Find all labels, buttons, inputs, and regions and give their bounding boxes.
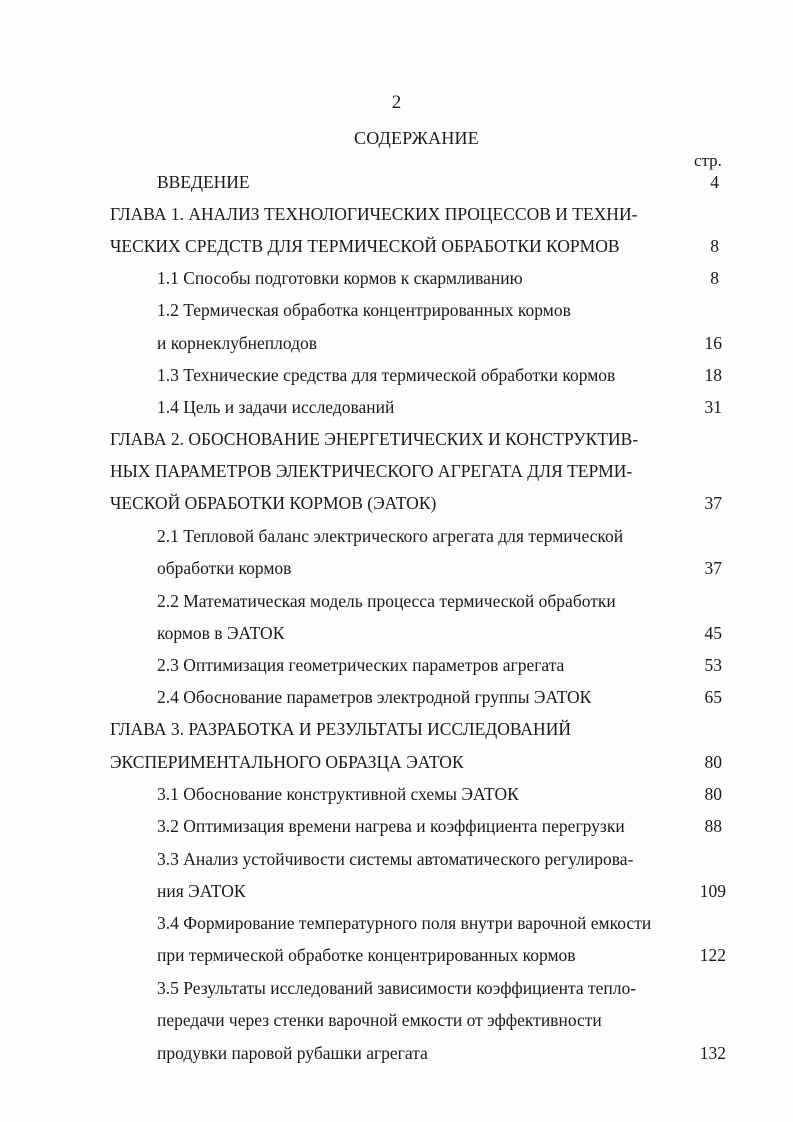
toc-section-3-2: 3.2 Оптимизация времени нагрева и коэффициента перегрузки xyxy=(157,816,625,836)
toc-section-2-1-line-1: 2.1 Тепловой баланс электрического агрегата для термической xyxy=(157,526,624,546)
toc-page-section-3-2: 88 xyxy=(704,816,722,836)
toc-page-intro: 4 xyxy=(710,172,719,192)
toc-section-2-3: 2.3 Оптимизация геометрических параметров агрегата xyxy=(157,655,565,675)
toc-chapter-2-line-3: ЧЕСКОЙ ОБРАБОТКИ КОРМОВ (ЭАТОК) xyxy=(110,493,437,513)
toc-page-section-3-3: 109 xyxy=(699,881,726,901)
toc-section-3-3-line-1: 3.3 Анализ устойчивости системы автоматического регулирова- xyxy=(157,849,634,869)
toc-section-3-4-line-1: 3.4 Формирование температурного поля внутри варочной емкости xyxy=(157,913,652,933)
toc-section-3-1: 3.1 Обоснование конструктивной схемы ЭАТОК xyxy=(157,784,519,804)
toc-section-3-5-line-1: 3.5 Результаты исследований зависимости коэффициента тепло- xyxy=(157,978,637,998)
toc-section-1-2-line-1: 1.2 Термическая обработка концентрированных кормов xyxy=(157,300,571,320)
page-number: 2 xyxy=(391,92,402,113)
toc-page-section-3-1: 80 xyxy=(704,784,722,804)
toc-section-2-1-line-2: обработки кормов xyxy=(157,558,292,578)
toc-section-3-5-line-3: продувки паровой рубашки агрегата xyxy=(157,1043,428,1063)
toc-section-2-4: 2.4 Обоснование параметров электродной группы ЭАТОК xyxy=(157,687,592,707)
toc-chapter-2-line-2: НЫХ ПАРАМЕТРОВ ЭЛЕКТРИЧЕСКОГО АГРЕГАТА ДЛЯ ТЕРМИ- xyxy=(110,461,633,481)
toc-section-1-3: 1.3 Технические средства для термической обработки кормов xyxy=(157,365,616,385)
toc-page-section-1-2: 16 xyxy=(704,333,722,353)
toc-page-chapter-3: 80 xyxy=(704,752,722,772)
toc-page-section-1-1: 8 xyxy=(710,268,719,288)
toc-chapter-1-line-2: ЧЕСКИХ СРЕДСТВ ДЛЯ ТЕРМИЧЕСКОЙ ОБРАБОТКИ КОРМОВ xyxy=(110,236,620,256)
page-title: СОДЕРЖАНИЕ xyxy=(354,128,479,148)
toc-page-section-3-5: 132 xyxy=(699,1043,726,1063)
toc-section-2-2-line-1: 2.2 Математическая модель процесса термической обработки xyxy=(157,591,616,611)
toc-chapter-3-line-1: ГЛАВА 3. РАЗРАБОТКА И РЕЗУЛЬТАТЫ ИССЛЕДОВАНИЙ xyxy=(110,719,571,739)
toc-page-chapter-1: 8 xyxy=(710,236,719,256)
pages-column-label: стр. xyxy=(694,151,722,170)
toc-entry-intro: ВВЕДЕНИЕ xyxy=(157,172,250,192)
toc-section-1-2-line-2: и корнеклубнеплодов xyxy=(157,333,318,353)
toc-section-3-5-line-2: передачи через стенки варочной емкости от эффективности xyxy=(157,1010,602,1030)
toc-page-section-2-3: 53 xyxy=(704,655,722,675)
toc-page-section-3-4: 122 xyxy=(699,945,726,965)
toc-chapter-2-line-1: ГЛАВА 2. ОБОСНОВАНИЕ ЭНЕРГЕТИЧЕСКИХ И КОНСТРУКТИВ- xyxy=(110,429,639,449)
toc-page-chapter-2: 37 xyxy=(704,493,722,513)
toc-section-1-4: 1.4 Цель и задачи исследований xyxy=(157,397,395,417)
toc-chapter-1-line-1: ГЛАВА 1. АНАЛИЗ ТЕХНОЛОГИЧЕСКИХ ПРОЦЕССОВ И ТЕХНИ- xyxy=(110,204,638,224)
toc-page-section-1-4: 31 xyxy=(704,397,722,417)
toc-section-3-3-line-2: ния ЭАТОК xyxy=(157,881,246,901)
toc-page-section-2-4: 65 xyxy=(704,687,722,707)
toc-page-section-2-1: 37 xyxy=(704,558,722,578)
toc-chapter-3-line-2: ЭКСПЕРИМЕНТАЛЬНОГО ОБРАЗЦА ЭАТОК xyxy=(110,752,464,772)
toc-section-3-4-line-2: при термической обработке концентрированных кормов xyxy=(157,945,576,965)
toc-section-2-2-line-2: кормов в ЭАТОК xyxy=(157,623,285,643)
toc-page-section-2-2: 45 xyxy=(704,623,722,643)
toc-section-1-1: 1.1 Способы подготовки кормов к скармливанию xyxy=(157,268,523,288)
toc-page-section-1-3: 18 xyxy=(704,365,722,385)
